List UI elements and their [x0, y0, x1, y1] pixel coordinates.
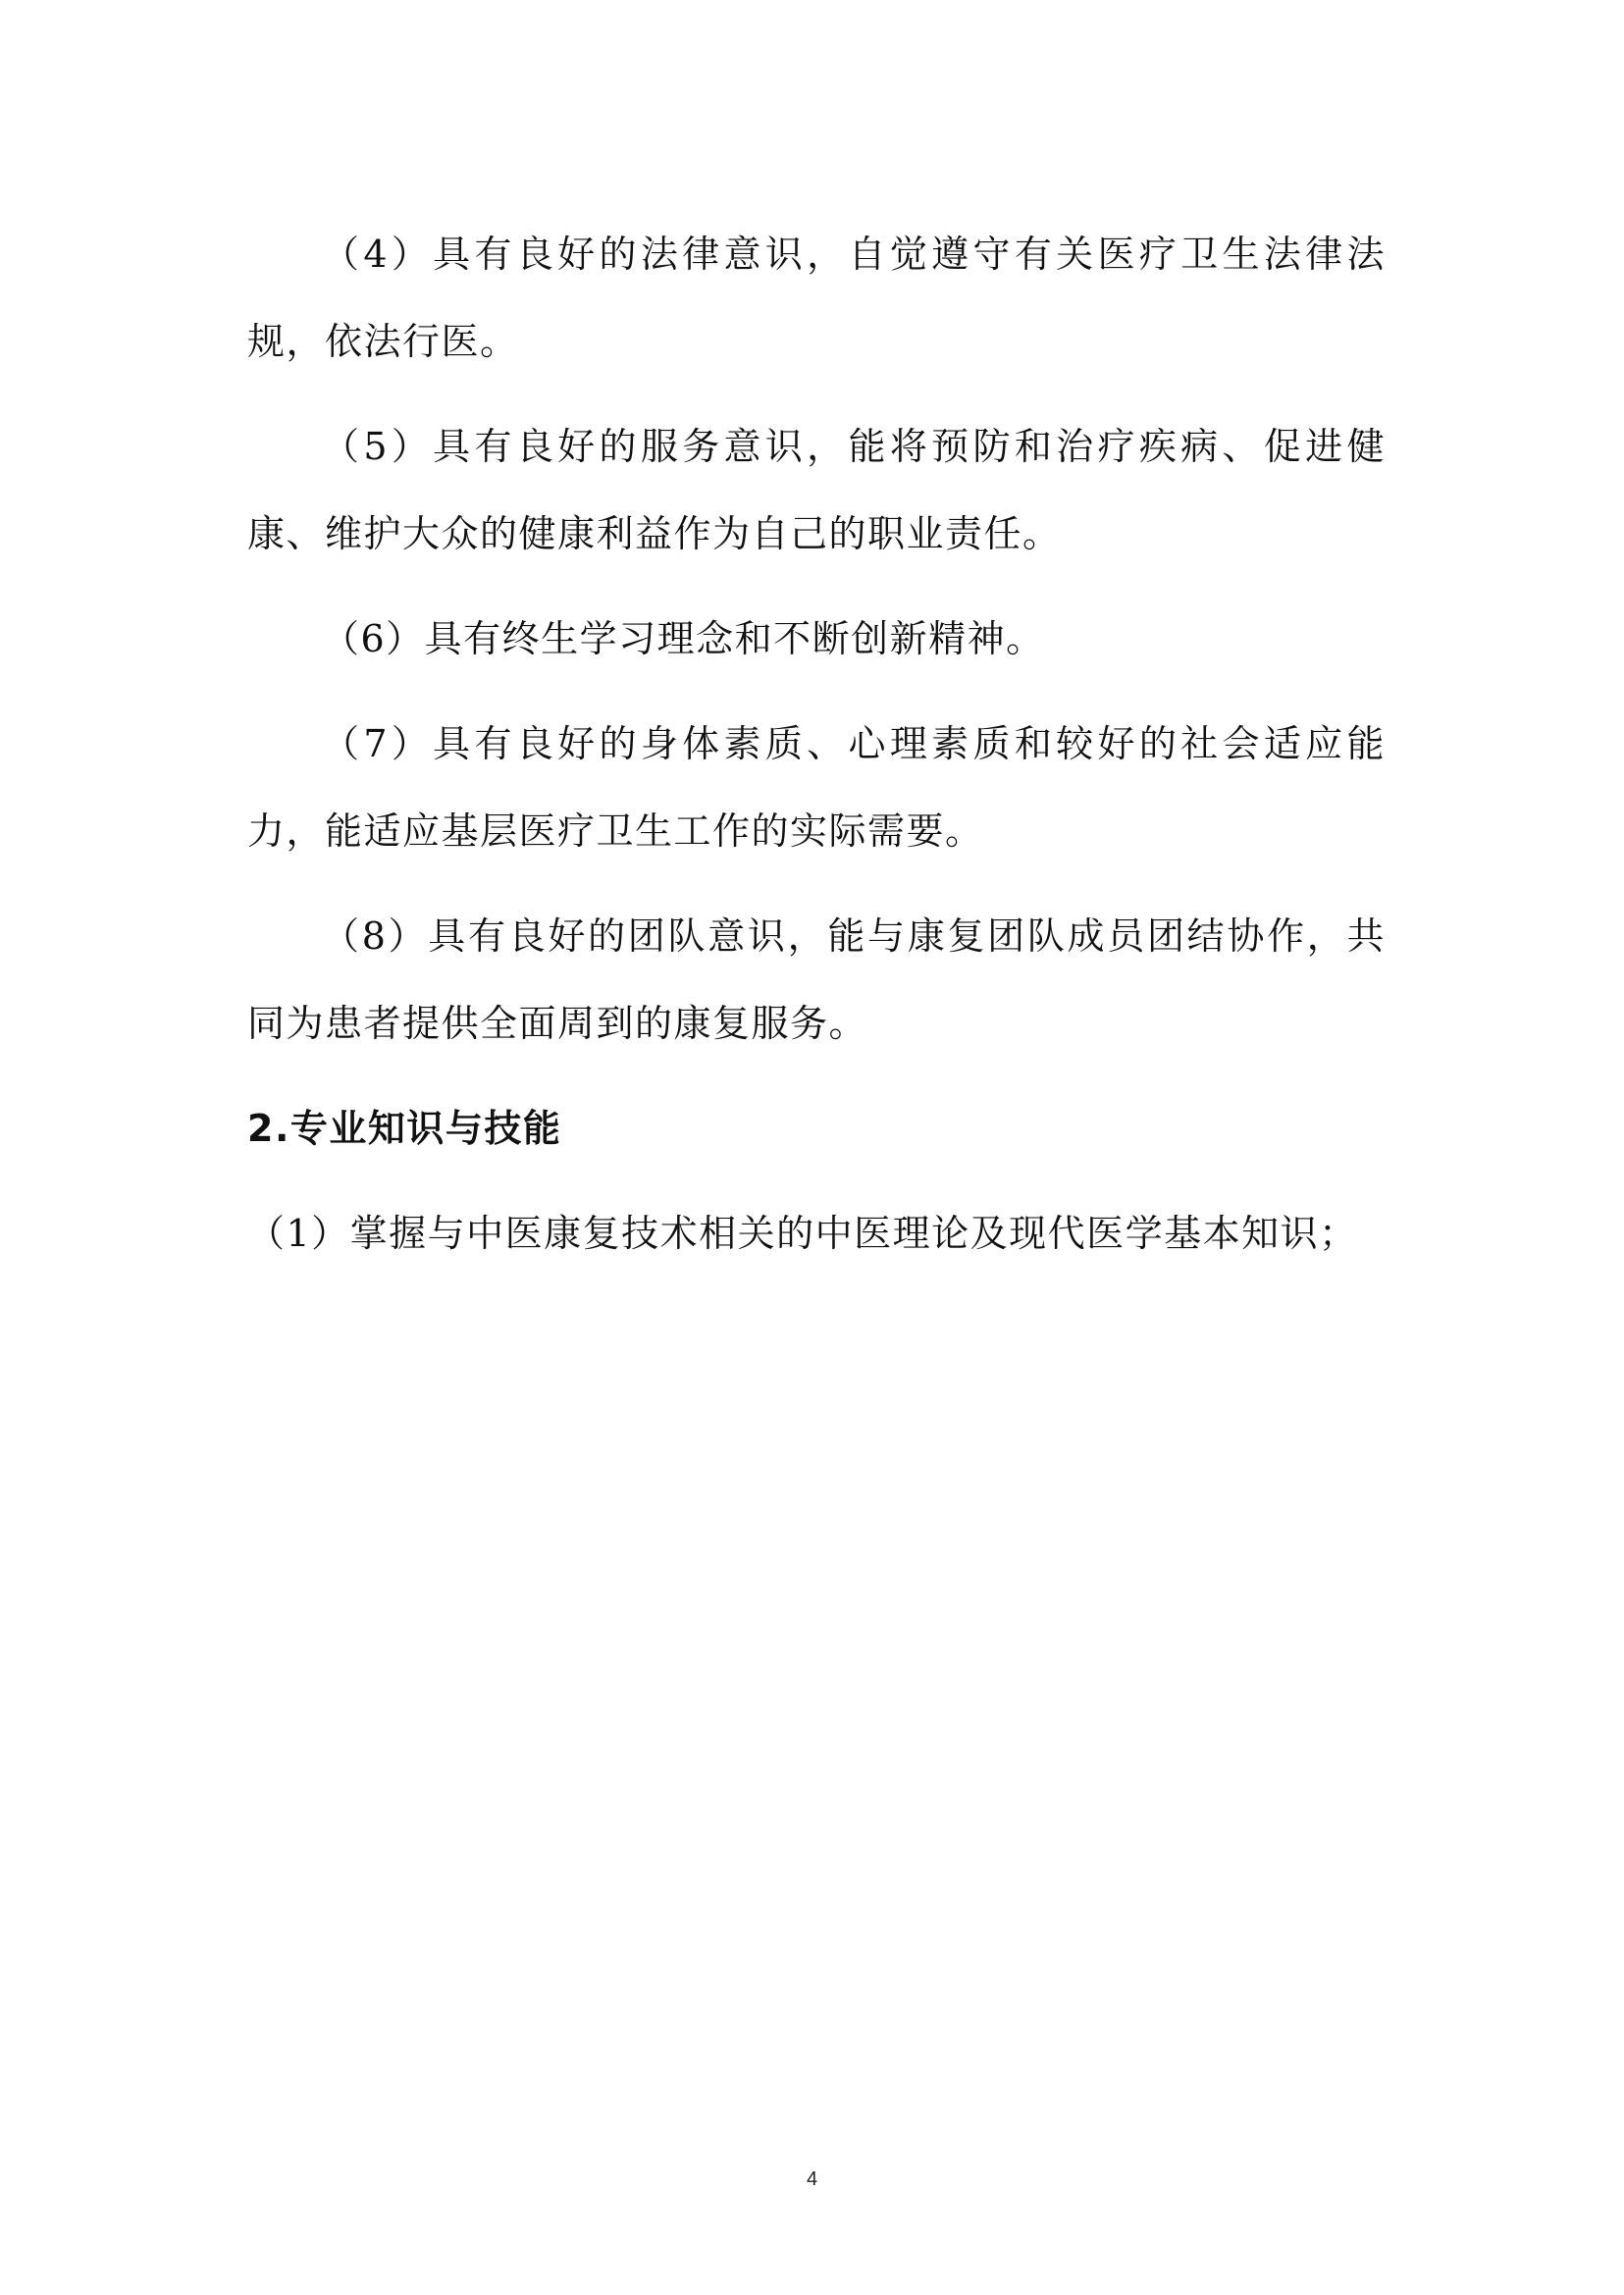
paragraph-item-8: （8）具有良好的团队意识，能与康复团队成员团结协作，共同为患者提供全面周到的康复服务。 [247, 914, 1386, 1045]
document-body [247, 211, 1386, 1295]
section-paragraph-item-1: （1）掌握与中医康复技术相关的中医理论及现代医学基本知识； [247, 1212, 1358, 1255]
page-number: 4 [806, 2168, 818, 2190]
paragraph-item-5: （5）具有良好的服务意识，能将预防和治疗疾病、促进健康、维护大众的健康利益作为自己的职业责任。 [247, 425, 1386, 555]
section-heading: 2.专业知识与技能 [247, 1107, 562, 1150]
paragraph-item-7: （7）具有良好的身体素质、心理素质和较好的社会适应能力，能适应基层医疗卫生工作的实际需要。 [247, 722, 1386, 853]
paragraph-item-6: （6）具有终生学习理念和不断创新精神。 [322, 617, 1045, 660]
paragraph-item-4: （4）具有良好的法律意识，自觉遵守有关医疗卫生法律法规，依法行医。 [247, 233, 1386, 363]
